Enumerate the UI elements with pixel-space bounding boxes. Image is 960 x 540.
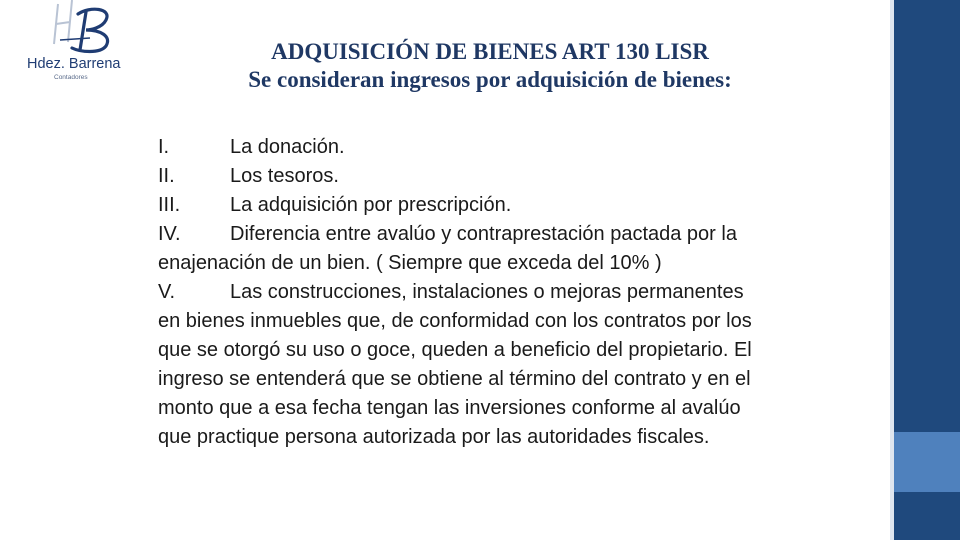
item-number: IV. — [158, 223, 181, 245]
item-number: III. — [158, 194, 181, 216]
list-item — [158, 278, 768, 452]
slide-title — [150, 38, 830, 94]
item-number: II. — [158, 165, 175, 187]
list-item — [158, 220, 768, 278]
title-line-1: ADQUISICIÓN DE BIENES ART 130 LISR — [271, 39, 709, 64]
logo-subtitle: Contadores — [54, 74, 88, 81]
list-item — [158, 162, 768, 191]
item-number: V. — [158, 281, 176, 303]
list-item — [158, 191, 768, 220]
item-text: Los tesoros. — [230, 165, 339, 187]
sidebar-accent-block — [894, 432, 960, 492]
content-list — [158, 133, 768, 452]
title-line-2: Se consideran ingresos por adquisición de bienes: — [248, 67, 732, 92]
item-text: Las construcciones, instalaciones o mejoras permanentes en bienes inmuebles que, de conformidad con los contratos por los que se otorgó su uso o goce, queden a beneficio del propietario. El ingreso se entenderá que se obtiene al término del contrato y en el monto que a esa fecha tengan las inversiones conforme al avalúo que practique persona autorizada por las autoridades fiscales. — [158, 281, 752, 448]
item-number: I. — [158, 136, 170, 158]
list-item — [158, 133, 768, 162]
logo-name: Hdez. Barrena — [27, 56, 121, 72]
sidebar-decoration — [890, 0, 960, 540]
item-text: Diferencia entre avalúo y contraprestación pactada por la enajenación de un bien. ( Siempre que exceda del 10% ) — [158, 223, 737, 274]
company-logo — [20, 0, 135, 95]
item-text: La donación. — [230, 136, 345, 158]
item-text: La adquisición por prescripción. — [230, 194, 512, 216]
